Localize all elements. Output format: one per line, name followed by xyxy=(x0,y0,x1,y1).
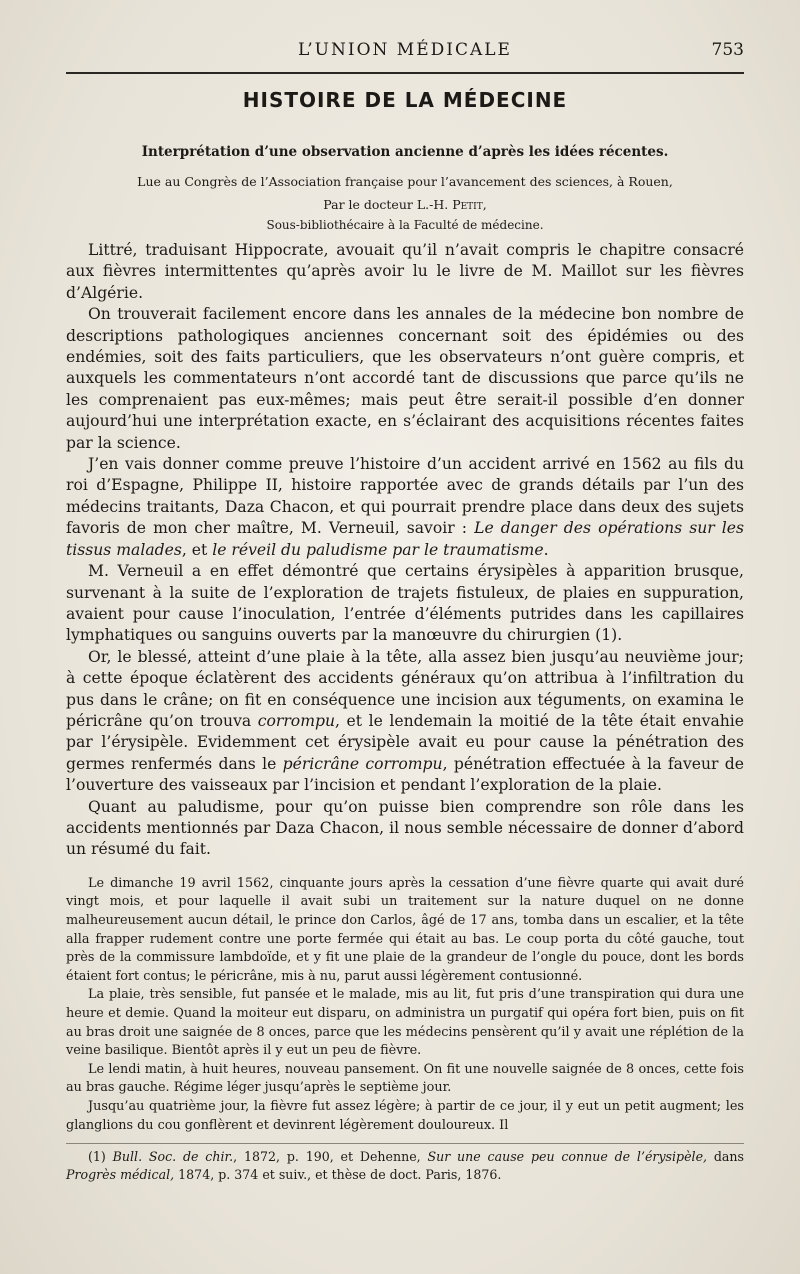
paragraph-5-text-2: , et le lendemain la moitié de la tête était envahie par l’érysipèle. Evidemment cet érysipèle avait eu pour cause la pénétration des germes renfermés dans le xyxy=(66,711,744,773)
case-summary xyxy=(66,875,744,1135)
case-paragraph-1: Le dimanche 19 avril 1562, cinquante jours après la cessation d’une fièvre quarte qui avait duré vingt mois, et pour laquelle il avait subi un traitement sur la nature duquel on ne donne malheureusement aucun détail, le prince don Carlos, âgé de 17 ans, tomba dans un escalier, et la tête alla frapper rudement contre une porte fermée qui était au bas. Le coup porta du côté gauche, tout près de la commissure lambdoïde, et y fit une plaie de la grandeur de l’ongle du pouce, dont les bords étaient fort contus; le péricrâne, mis à nu, parut aussi légèrement contusionné. xyxy=(66,875,744,984)
footnote xyxy=(66,1148,744,1184)
footnote-1 xyxy=(66,1148,744,1184)
paragraph-5-italic-1: corrompu xyxy=(257,711,336,730)
article-subtitle: Interprétation d’une observation ancienne d’après les idées récentes. xyxy=(141,144,669,160)
paragraph-3-text-2: , et xyxy=(181,540,213,559)
article-title: HISTOIRE DE LA MÉDECINE xyxy=(242,88,568,112)
byline-suffix: , xyxy=(482,197,487,212)
paragraph-3-text-3: . xyxy=(543,540,549,559)
byline-prefix: Par le docteur xyxy=(323,197,417,212)
paragraph-3-text: J’en vais donner comme preuve l’histoire d’un accident arrivé en 1562 au fils du roi d’Espagne, Philippe II, histoire rapportée avec de grands détails par l’un des médecins traitants, Daza Chacon, et qui pourrait prendre place dans deux des sujets favoris de mon cher maître, M. Verneuil, savoir : xyxy=(66,455,744,538)
paragraph-6: Quant au paludisme, pour qu’on puisse bien comprendre son rôle dans les accidents mentionnés par Daza Chacon, il nous semble nécessaire de donner d’abord un résumé du fait. xyxy=(66,797,744,859)
page-number: 753 xyxy=(711,40,744,60)
paragraph-5-italic-2: péricrâne corrompu xyxy=(282,754,443,773)
footnote-marker: (1) xyxy=(88,1149,113,1165)
body-text xyxy=(66,240,744,861)
footnote-source-3: Progrès médical, xyxy=(66,1167,175,1183)
journal-title: L’UNION MÉDICALE xyxy=(298,40,512,60)
paragraph-5 xyxy=(66,647,744,797)
paragraph-2: On trouverait facilement encore dans les annales de la médecine bon nombre de descriptions pathologiques anciennes concernant soit des épidémies ou des endémies, soit des faits particuliers, que les observateurs n’ont guère compris, et auxquels les commentateurs n’ont accordé tant de discussions que parce qu’ils ne les comprenaient pas eux-mêmes; mais peut être serait-il possible d’en donner aujourd’hui une interprétation exacte, en s’éclairant des acquisitions récentes faites par la science. xyxy=(66,305,744,452)
author-position: Sous-bibliothécaire à la Faculté de médecine. xyxy=(266,218,544,232)
footnote-rule xyxy=(66,1143,744,1144)
footnote-text-3: 1874, p. 374 et suiv., et thèse de doct. Paris, 1876. xyxy=(174,1167,502,1183)
running-head xyxy=(66,40,744,66)
case-paragraph-3: Le lendi matin, à huit heures, nouveau pansement. On fit une nouvelle saignée de 8 onces, cette fois au bras gauche. Régime léger jusqu’après le septième jour. xyxy=(66,1061,744,1096)
footnote-source-1: Bull. Soc. de chir. xyxy=(112,1149,234,1165)
paragraph-4: M. Verneuil a en effet démontré que certains érysipèles à apparition brusque, survenant à la suite de l’exploration de trajets fistuleux, de plaies en suppuration, avaient pour cause l’inoculation, l’entrée d’éléments putrides dans les capillaires lymphatiques ou sanguins ouverts par la manœuvre du chirurgien (1). xyxy=(66,562,744,645)
paragraph-5-text: Or, le blessé, atteint d’une plaie à la tête, alla assez bien jusqu’au neuvième jour; à cette époque éclatèrent des accidents généraux qu’on attribua à l’infiltration du pus dans le crâne; on fit en conséquence une incision aux téguments, on examina le péricrâne qu’on trouva xyxy=(66,647,744,730)
paragraph-3-italic-1: Le danger des opérations sur les tissus malades xyxy=(66,519,744,559)
footnote-text-2: dans xyxy=(707,1149,745,1165)
footnote-source-2: Sur une cause peu connue de l’érysipèle, xyxy=(427,1149,708,1165)
article xyxy=(66,88,744,1184)
header-rule xyxy=(66,72,744,74)
presentation-note: Lue au Congrès de l’Association française pour l’avancement des sciences, à Rouen, xyxy=(137,174,673,189)
footnote-text-1: , 1872, p. 190, et Dehenne, xyxy=(233,1149,428,1165)
case-paragraph-4: Jusqu’au quatrième jour, la fièvre fut assez légère; à partir de ce jour, il y eut un petit augment; les glanglions du cou gonflèrent et devinrent légèrement douloureux. Il xyxy=(66,1098,744,1133)
paragraph-5-text-3: , pénétration effectuée à la faveur de l’ouverture des vaisseaux par l’incision et pendant l’exploration de la plaie. xyxy=(66,754,744,795)
author-name: L.-H. Petit xyxy=(416,197,483,212)
paragraph-3 xyxy=(66,454,744,561)
case-paragraph-2: La plaie, très sensible, fut pansée et le malade, mis au lit, fut pris d’une transpiration qui dura une heure et demie. Quand la moiteur eut disparu, on administra un purgatif qui opéra fort bien, puis on fit au bras droit une saignée de 8 onces, parce que les médecins pensèrent qu’il y avait une réplétion de la veine basilique. Bientôt après il y eut un peu de fièvre. xyxy=(66,987,744,1059)
paragraph-3-italic-2: le réveil du paludisme par le traumatisme xyxy=(212,540,544,559)
paragraph-1: Littré, traduisant Hippocrate, avouait qu’il n’avait compris le chapitre consacré aux fièvres intermittentes qu’après avoir lu le livre de M. Maillot sur les fièvres d’Algérie. xyxy=(66,241,744,302)
byline xyxy=(66,197,744,212)
